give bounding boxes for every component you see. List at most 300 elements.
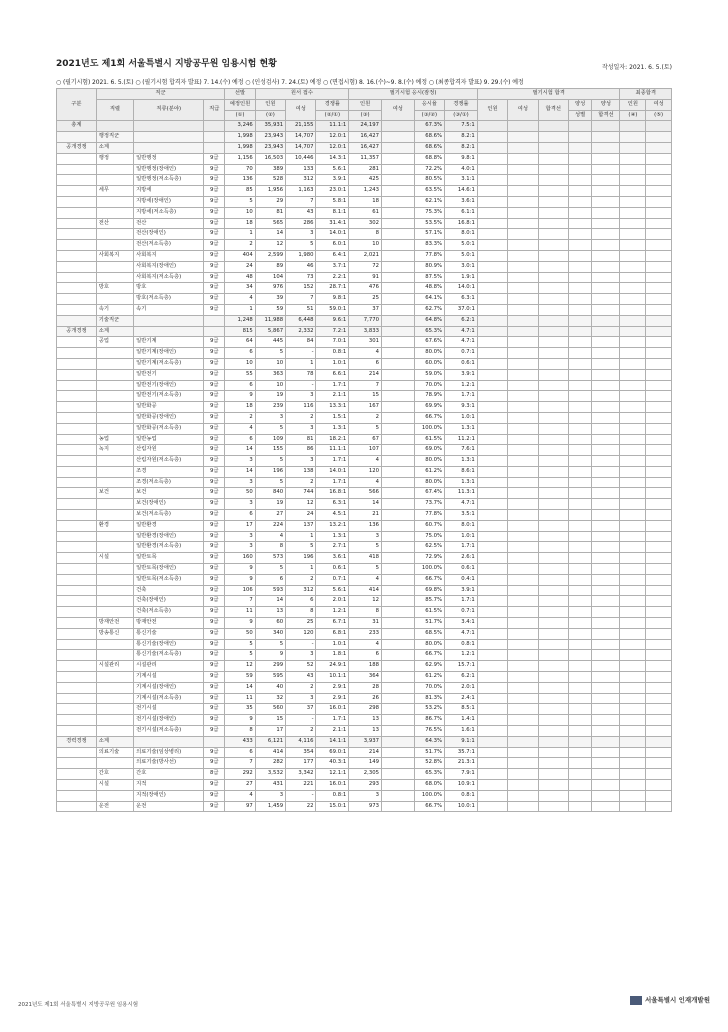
table-row <box>57 283 672 294</box>
cell-empty <box>620 240 646 251</box>
cell-wonseo-inwon: 5 <box>255 639 285 650</box>
cell-wonseo-yeo: 22 <box>286 801 316 812</box>
cell-empty <box>592 434 620 445</box>
cell-empty <box>646 348 672 359</box>
cell-empty <box>568 196 591 207</box>
cell-empty <box>592 391 620 402</box>
cell-pilgi-rate: 3.9:1 <box>445 369 478 380</box>
col-hapgyeokseon: 합격선 <box>538 99 568 121</box>
cell-jikgeup <box>204 315 225 326</box>
cell-empty <box>592 466 620 477</box>
cell-pilgi-yeo <box>381 121 414 132</box>
cell-pilgi-inwon: 28 <box>349 682 382 693</box>
cell-wonseo-rate: 13.3:1 <box>316 402 349 413</box>
cell-jikgeup: 9급 <box>204 402 225 413</box>
cell-jikryu: 일반전기 <box>134 369 204 380</box>
cell-gubun <box>57 531 97 542</box>
table-row <box>57 542 672 553</box>
cell-jikryeol <box>96 531 133 542</box>
cell-wonseo-rate: 9.6:1 <box>316 315 349 326</box>
cell-wonseo-inwon: 155 <box>255 445 285 456</box>
cell-empty <box>592 218 620 229</box>
cell-wonseo-rate: 6.3:1 <box>316 499 349 510</box>
cell-empty <box>477 132 507 143</box>
cell-pilgi-rate: 3.6:1 <box>445 196 478 207</box>
table-row <box>57 423 672 434</box>
cell-wonseo-inwon: 976 <box>255 283 285 294</box>
cell-empty <box>620 423 646 434</box>
cell-seonbal: 8 <box>225 726 255 737</box>
cell-gubun <box>57 294 97 305</box>
cell-empty <box>620 261 646 272</box>
cell-pilgi-inwon: 298 <box>349 704 382 715</box>
cell-empty <box>646 553 672 564</box>
cell-empty <box>592 402 620 413</box>
cell-jikryeol <box>96 574 133 585</box>
cell-empty <box>508 164 538 175</box>
col-wonseo-inwon: 인원 <box>255 99 285 110</box>
cell-jikgeup: 9급 <box>204 434 225 445</box>
cell-jikryeol: 간호 <box>96 769 133 780</box>
cell-pilgi-inwon: 4 <box>349 348 382 359</box>
cell-gubun <box>57 358 97 369</box>
cell-empty <box>620 693 646 704</box>
cell-empty <box>620 704 646 715</box>
cell-gubun: 공개경쟁 <box>57 326 97 337</box>
cell-seonbal: 3 <box>225 477 255 488</box>
col-pilgi: 필기시험 응시(잠정) <box>349 89 478 100</box>
cell-empty <box>620 790 646 801</box>
cell-gubun <box>57 769 97 780</box>
cell-empty <box>568 672 591 683</box>
cell-empty <box>508 240 538 251</box>
cell-jikryu <box>134 121 204 132</box>
cell-pilgi-rate: 37.0:1 <box>445 304 478 315</box>
cell-jikryeol <box>96 564 133 575</box>
cell-empty <box>538 142 568 153</box>
cell-empty <box>568 164 591 175</box>
cell-pilgi-rate: 11.3:1 <box>445 488 478 499</box>
cell-jikryu: 일반환경 <box>134 520 204 531</box>
cell-eungsiyul: 61.5% <box>414 607 444 618</box>
cell-pilgi-yeo <box>381 596 414 607</box>
page-title: 2021년도 제1회 서울특별시 지방공무원 임용시험 현황 <box>56 59 277 69</box>
cell-jikgeup: 9급 <box>204 564 225 575</box>
cell-jikgeup: 9급 <box>204 758 225 769</box>
cell-empty <box>620 196 646 207</box>
cell-empty <box>508 283 538 294</box>
cell-empty <box>508 693 538 704</box>
cell-wonseo-rate: 10.1:1 <box>316 672 349 683</box>
cell-wonseo-yeo: 120 <box>286 628 316 639</box>
cell-wonseo-yeo: - <box>286 790 316 801</box>
cell-wonseo-inwon: 431 <box>255 780 285 791</box>
cell-pilgi-rate: 1.7:1 <box>445 596 478 607</box>
cell-jikryeol: 소계 <box>96 142 133 153</box>
cell-wonseo-rate: 7.0:1 <box>316 337 349 348</box>
cell-empty <box>568 466 591 477</box>
cell-gubun <box>57 650 97 661</box>
cell-empty <box>592 304 620 315</box>
cell-pilgi-rate: 2.6:1 <box>445 553 478 564</box>
cell-jikryeol: 보건 <box>96 488 133 499</box>
cell-seonbal: 10 <box>225 207 255 218</box>
cell-empty <box>538 369 568 380</box>
cell-pilgi-inwon: 281 <box>349 164 382 175</box>
cell-wonseo-rate: 3.6:1 <box>316 553 349 564</box>
cell-empty <box>592 153 620 164</box>
cell-wonseo-yeo: 1 <box>286 531 316 542</box>
cell-jikgeup: 9급 <box>204 618 225 629</box>
cell-empty <box>646 294 672 305</box>
cell-pilgi-yeo <box>381 661 414 672</box>
cell-empty <box>477 402 507 413</box>
cell-empty <box>592 510 620 521</box>
cell-empty <box>508 358 538 369</box>
cell-wonseo-inwon: 14 <box>255 229 285 240</box>
cell-jikgeup <box>204 736 225 747</box>
cell-wonseo-yeo: 312 <box>286 175 316 186</box>
table-row <box>57 153 672 164</box>
cell-pilgi-yeo <box>381 240 414 251</box>
cell-seonbal: 14 <box>225 466 255 477</box>
cell-pilgi-rate: 21.3:1 <box>445 758 478 769</box>
cell-wonseo-inwon: 340 <box>255 628 285 639</box>
cell-eungsiyul: 85.7% <box>414 596 444 607</box>
cell-wonseo-yeo: 5 <box>286 542 316 553</box>
cell-wonseo-rate: 40.3:1 <box>316 758 349 769</box>
cell-eungsiyul: 67.4% <box>414 488 444 499</box>
cell-wonseo-rate: 1.0:1 <box>316 639 349 650</box>
cell-wonseo-inwon: 840 <box>255 488 285 499</box>
cell-empty <box>592 315 620 326</box>
cell-empty <box>508 369 538 380</box>
cell-jikryu: 건축(장애인) <box>134 596 204 607</box>
cell-eungsiyul: 68.6% <box>414 142 444 153</box>
cell-wonseo-inwon: 10 <box>255 358 285 369</box>
cell-wonseo-rate: 18.2:1 <box>316 434 349 445</box>
cell-jikryu: 일반화공(장애인) <box>134 412 204 423</box>
cell-wonseo-inwon: 29 <box>255 196 285 207</box>
col-yangseong-b: 양성 <box>592 99 620 110</box>
cell-gubun <box>57 283 97 294</box>
cell-pilgi-rate: 0.4:1 <box>445 574 478 585</box>
cell-empty <box>477 758 507 769</box>
cell-empty <box>538 628 568 639</box>
cell-pilgi-inwon: 566 <box>349 488 382 499</box>
cell-jikryeol: 시설 <box>96 553 133 564</box>
cell-empty <box>477 596 507 607</box>
cell-wonseo-inwon: 5 <box>255 423 285 434</box>
cell-empty <box>620 304 646 315</box>
table-row <box>57 747 672 758</box>
cell-pilgi-rate: 2.0:1 <box>445 682 478 693</box>
cell-jikgeup: 9급 <box>204 639 225 650</box>
cell-pilgi-inwon: 5 <box>349 423 382 434</box>
cell-seonbal: 35 <box>225 704 255 715</box>
table-row <box>57 391 672 402</box>
cell-empty <box>538 747 568 758</box>
cell-pilgi-rate: 6.2:1 <box>445 315 478 326</box>
cell-empty <box>620 402 646 413</box>
cell-empty <box>568 682 591 693</box>
cell-wonseo-yeo: 6 <box>286 596 316 607</box>
cell-gubun: 경력경쟁 <box>57 736 97 747</box>
cell-eungsiyul: 68.8% <box>414 153 444 164</box>
cell-seonbal: 9 <box>225 391 255 402</box>
cell-jikgeup <box>204 326 225 337</box>
cell-eungsiyul: 64.3% <box>414 736 444 747</box>
cell-empty <box>508 445 538 456</box>
cell-jikgeup: 9급 <box>204 240 225 251</box>
cell-pilgi-inwon: 301 <box>349 337 382 348</box>
cell-empty <box>592 142 620 153</box>
cell-seonbal: 17 <box>225 520 255 531</box>
cell-seonbal: 4 <box>225 294 255 305</box>
col-seonbal: 선발 <box>225 89 255 100</box>
cell-empty <box>620 337 646 348</box>
cell-empty <box>477 412 507 423</box>
cell-eungsiyul: 70.0% <box>414 682 444 693</box>
cell-empty <box>508 650 538 661</box>
cell-empty <box>592 132 620 143</box>
sub-choe-yeo: (⑤) <box>646 110 672 121</box>
table-row <box>57 780 672 791</box>
cell-empty <box>538 456 568 467</box>
cell-empty <box>568 607 591 618</box>
cell-pilgi-rate: 8.2:1 <box>445 142 478 153</box>
cell-wonseo-inwon: 5 <box>255 564 285 575</box>
cell-wonseo-yeo: 43 <box>286 672 316 683</box>
cell-pilgi-rate: 1.4:1 <box>445 715 478 726</box>
cell-wonseo-inwon: 16,503 <box>255 153 285 164</box>
cell-jikryeol: 방재안전 <box>96 618 133 629</box>
cell-jikryeol <box>96 726 133 737</box>
cell-pilgi-inwon: 7 <box>349 380 382 391</box>
cell-seonbal: 64 <box>225 337 255 348</box>
cell-empty <box>477 337 507 348</box>
cell-empty <box>646 423 672 434</box>
cell-jikryeol <box>96 348 133 359</box>
cell-pilgi-yeo <box>381 196 414 207</box>
cell-pilgi-rate: 14.6:1 <box>445 186 478 197</box>
cell-empty <box>568 574 591 585</box>
cell-empty <box>568 650 591 661</box>
cell-seonbal: 6 <box>225 434 255 445</box>
cell-jikgeup: 9급 <box>204 423 225 434</box>
cell-wonseo-yeo: 2 <box>286 477 316 488</box>
cell-pilgi-yeo <box>381 780 414 791</box>
cell-empty <box>477 704 507 715</box>
cell-empty <box>477 218 507 229</box>
cell-eungsiyul: 80.0% <box>414 456 444 467</box>
cell-jikryu: 일반전기(장애인) <box>134 380 204 391</box>
cell-jikgeup: 9급 <box>204 358 225 369</box>
cell-empty <box>646 369 672 380</box>
cell-pilgi-inwon: 91 <box>349 272 382 283</box>
cell-empty <box>592 639 620 650</box>
cell-wonseo-yeo: 8 <box>286 607 316 618</box>
cell-empty <box>646 618 672 629</box>
cell-jikgeup: 9급 <box>204 348 225 359</box>
cell-empty <box>508 618 538 629</box>
cell-empty <box>477 520 507 531</box>
cell-empty <box>646 510 672 521</box>
cell-empty <box>592 704 620 715</box>
cell-empty <box>538 693 568 704</box>
cell-empty <box>508 196 538 207</box>
cell-gubun <box>57 553 97 564</box>
table-row <box>57 682 672 693</box>
cell-gubun <box>57 758 97 769</box>
cell-empty <box>568 132 591 143</box>
cell-jikryu: 기계시설(저소득층) <box>134 693 204 704</box>
cell-jikgeup: 9급 <box>204 596 225 607</box>
cell-jikryeol: 환경 <box>96 520 133 531</box>
cell-eungsiyul: 83.3% <box>414 240 444 251</box>
cell-pilgi-inwon: 107 <box>349 445 382 456</box>
cell-jikryeol <box>96 261 133 272</box>
cell-wonseo-rate: 6.8:1 <box>316 628 349 639</box>
table-row <box>57 477 672 488</box>
table-row <box>57 121 672 132</box>
cell-seonbal: 48 <box>225 272 255 283</box>
cell-empty <box>646 121 672 132</box>
cell-wonseo-yeo: 196 <box>286 553 316 564</box>
cell-pilgi-yeo <box>381 261 414 272</box>
cell-gubun <box>57 790 97 801</box>
cell-wonseo-yeo: 2,332 <box>286 326 316 337</box>
cell-seonbal: 11 <box>225 607 255 618</box>
cell-pilgi-rate: 1.3:1 <box>445 423 478 434</box>
cell-empty <box>538 337 568 348</box>
cell-wonseo-yeo: 312 <box>286 585 316 596</box>
cell-jikgeup: 9급 <box>204 747 225 758</box>
cell-empty <box>568 326 591 337</box>
col-yangseong-a: 양성 <box>568 99 591 110</box>
cell-seonbal: 18 <box>225 402 255 413</box>
cell-seonbal: 85 <box>225 186 255 197</box>
cell-pilgi-inwon: 136 <box>349 520 382 531</box>
cell-empty <box>477 661 507 672</box>
cell-jikryeol <box>96 229 133 240</box>
table-row <box>57 315 672 326</box>
cell-gubun <box>57 391 97 402</box>
cell-pilgi-inwon: 26 <box>349 693 382 704</box>
cell-empty <box>538 315 568 326</box>
cell-jikgeup: 9급 <box>204 542 225 553</box>
cell-empty <box>592 229 620 240</box>
cell-empty <box>646 650 672 661</box>
cell-empty <box>646 499 672 510</box>
cell-seonbal: 7 <box>225 596 255 607</box>
cell-jikgeup <box>204 121 225 132</box>
cell-wonseo-inwon: 89 <box>255 261 285 272</box>
cell-wonseo-rate: 11.1:1 <box>316 121 349 132</box>
cell-empty <box>646 704 672 715</box>
cell-seonbal: 815 <box>225 326 255 337</box>
cell-wonseo-inwon: 15 <box>255 715 285 726</box>
cell-wonseo-yeo: 14,707 <box>286 132 316 143</box>
cell-empty <box>568 499 591 510</box>
cell-gubun <box>57 186 97 197</box>
cell-empty <box>477 272 507 283</box>
cell-wonseo-inwon: 40 <box>255 682 285 693</box>
cell-empty <box>538 229 568 240</box>
cell-wonseo-rate: 1.8:1 <box>316 650 349 661</box>
cell-empty <box>592 790 620 801</box>
cell-jikryu: 전기시설 <box>134 704 204 715</box>
cell-empty <box>620 358 646 369</box>
cell-wonseo-yeo: 78 <box>286 369 316 380</box>
cell-seonbal: 404 <box>225 250 255 261</box>
cell-eungsiyul: 70.0% <box>414 380 444 391</box>
cell-jikryeol: 시설관리 <box>96 661 133 672</box>
schedule-line: ○ (필기시험) 2021. 6. 5.(토) ○ (필기시험 합격자 발표) 7. 14.(수) 예정 ○ (인성검사) 7. 24.(토) 예정 ○ (면접시험) 8. 16.(수)~9. 8.(수) 예정 ○ (최종합격자 발표) 9. 29.(수) 예정 <box>56 79 524 86</box>
cell-gubun <box>57 240 97 251</box>
cell-wonseo-yeo: 81 <box>286 434 316 445</box>
cell-empty <box>568 304 591 315</box>
cell-jikryeol <box>96 121 133 132</box>
cell-empty <box>538 520 568 531</box>
cell-empty <box>477 618 507 629</box>
cell-empty <box>620 348 646 359</box>
cell-jikgeup: 9급 <box>204 294 225 305</box>
cell-jikryu: 건축(저소득층) <box>134 607 204 618</box>
cell-empty <box>508 142 538 153</box>
cell-jikryu: 지방세(저소득층) <box>134 207 204 218</box>
cell-empty <box>477 736 507 747</box>
col-choe-inwon: 인원 <box>620 99 646 110</box>
cell-pilgi-inwon: 214 <box>349 369 382 380</box>
cell-empty <box>538 121 568 132</box>
cell-empty <box>477 715 507 726</box>
cell-eungsiyul: 62.1% <box>414 196 444 207</box>
cell-empty <box>568 369 591 380</box>
cell-jikryu: 일반농업 <box>134 434 204 445</box>
cell-pilgi-yeo <box>381 348 414 359</box>
cell-empty <box>646 186 672 197</box>
table-row <box>57 585 672 596</box>
cell-jikryu: 기계시설 <box>134 672 204 683</box>
cell-wonseo-rate: 14.0:1 <box>316 229 349 240</box>
cell-jikryeol: 행정 <box>96 153 133 164</box>
cell-wonseo-yeo: - <box>286 380 316 391</box>
cell-empty <box>477 693 507 704</box>
cell-empty <box>592 650 620 661</box>
cell-empty <box>508 704 538 715</box>
cell-empty <box>592 456 620 467</box>
cell-pilgi-rate: 5.0:1 <box>445 250 478 261</box>
cell-pilgi-rate: 2.4:1 <box>445 693 478 704</box>
cell-empty <box>568 553 591 564</box>
cell-eungsiyul: 53.5% <box>414 218 444 229</box>
cell-empty <box>508 261 538 272</box>
table-row <box>57 553 672 564</box>
table-row <box>57 596 672 607</box>
cell-wonseo-yeo: 10,446 <box>286 153 316 164</box>
cell-jikgeup: 9급 <box>204 175 225 186</box>
cell-wonseo-rate: 1.7:1 <box>316 477 349 488</box>
cell-wonseo-inwon: 81 <box>255 207 285 218</box>
cell-jikryeol <box>96 423 133 434</box>
cell-pilgi-yeo <box>381 412 414 423</box>
cell-wonseo-rate: 5.8:1 <box>316 196 349 207</box>
cell-empty <box>620 628 646 639</box>
cell-wonseo-yeo: 177 <box>286 758 316 769</box>
cell-wonseo-rate: 12.0:1 <box>316 132 349 143</box>
cell-wonseo-inwon: 389 <box>255 164 285 175</box>
